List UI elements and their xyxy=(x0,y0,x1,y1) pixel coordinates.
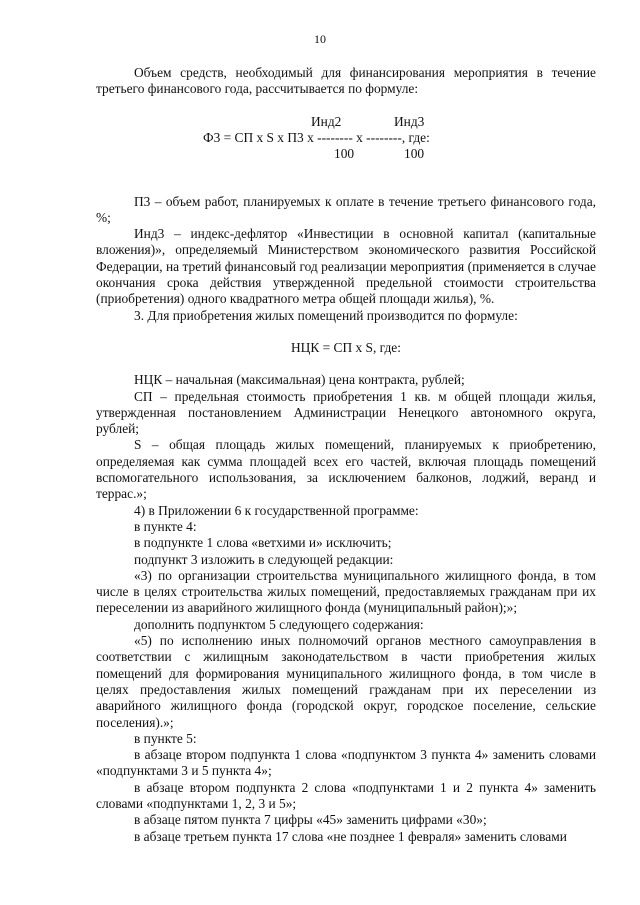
definition-sp: СП – предельная стоимость приобретения 1 кв. м общей площади жилья, утвержденная постановлением Администрации Ненецкого автономного округа, рублей; xyxy=(96,388,596,437)
amendment-line: в абзаце третьем пункта 17 слова «не позднее 1 февраля» заменить словами xyxy=(134,828,567,844)
formula-f3-numerator-1: Инд2 xyxy=(311,113,342,129)
amendment-line: 4) в Приложении 6 к государственной программе: xyxy=(134,502,419,518)
document-body xyxy=(96,65,596,845)
amendment-line: в пункте 4: xyxy=(134,518,197,534)
page-number: 10 xyxy=(314,32,326,46)
formula-f3-denominator-2: 100 xyxy=(404,145,425,161)
formula-f3 xyxy=(96,114,596,162)
amendment-line: в пункте 5: xyxy=(134,730,197,746)
amendment-line: «3) по организации строительства муниципального жилищного фонда, в том числе в целях строительства жилых помещений, предоставляемых гражданам при их переселении из аварийного жилищного фонда (муниципальный район);»; xyxy=(96,567,596,616)
amendment-line: в подпункте 1 слова «ветхими и» исключить; xyxy=(134,535,392,551)
amendment-line: в абзаце втором подпункта 2 слова «подпунктами 1 и 2 пункта 4» заменить словами «подпунктами 1, 2, 3 и 5»; xyxy=(96,779,596,811)
amendment-line: подпункт 3 изложить в следующей редакции: xyxy=(134,551,394,567)
definition-ind3: Инд3 – индекс-дефлятор «Инвестиции в основной капитал (капитальные вложения)», определяемый Министерством экономического развития Российской Федерации, на третий финансовый год реализации мероприятия (применяется в случае окончания срока действия утвержденной предельной стоимости строительства (приобретения) одного квадратного метра общей площади жилья), %. xyxy=(96,226,596,307)
amendment-line: дополнить подпунктом 5 следующего содержания: xyxy=(134,616,424,632)
amendment-line: в абзаце пятом пункта 7 цифры «45» заменить цифрами «30»; xyxy=(134,812,487,828)
definition-p3: П3 – объем работ, планируемых к оплате в течение третьего финансового года, %; xyxy=(96,193,596,225)
item-3: 3. Для приобретения жилых помещений производится по формуле: xyxy=(134,307,518,323)
amendment-line: в абзаце втором подпункта 1 слова «подпунктом 3 пункта 4» заменить словами «подпунктами 3 и 5 пункта 4»; xyxy=(96,747,596,779)
formula-f3-denominator-1: 100 xyxy=(334,145,355,161)
intro-paragraph: Объем средств, необходимый для финансирования мероприятия в течение третьего финансового года, рассчитывается по формуле: xyxy=(96,65,596,97)
definition-nck: НЦК – начальная (максимальная) цена контракта, рублей; xyxy=(134,372,465,388)
formula-nck: НЦК = СП x S, где: xyxy=(291,339,401,355)
formula-f3-main: Ф3 = СП x S x П3 x -------- x --------, где: xyxy=(203,129,430,145)
amendment-line: «5) по исполнению иных полномочий органов местного самоуправления в соответствии с жилищным законодательством в части приобретения жилых помещений для формирования муниципального жилищного фонда, в том числе в целях предоставления жилых помещений гражданам при их переселении из аварийного жилищного фонда (городской округ, городское поселение, сельские поселения).»; xyxy=(96,633,596,730)
definition-s: S – общая площадь жилых помещений, планируемых к приобретению, определяемая как сумма площадей всех его частей, включая площадь помещений вспомогательного использования, за исключением балконов, лоджий, веранд и террас.»; xyxy=(96,437,596,502)
formula-f3-numerator-2: Инд3 xyxy=(394,113,425,129)
